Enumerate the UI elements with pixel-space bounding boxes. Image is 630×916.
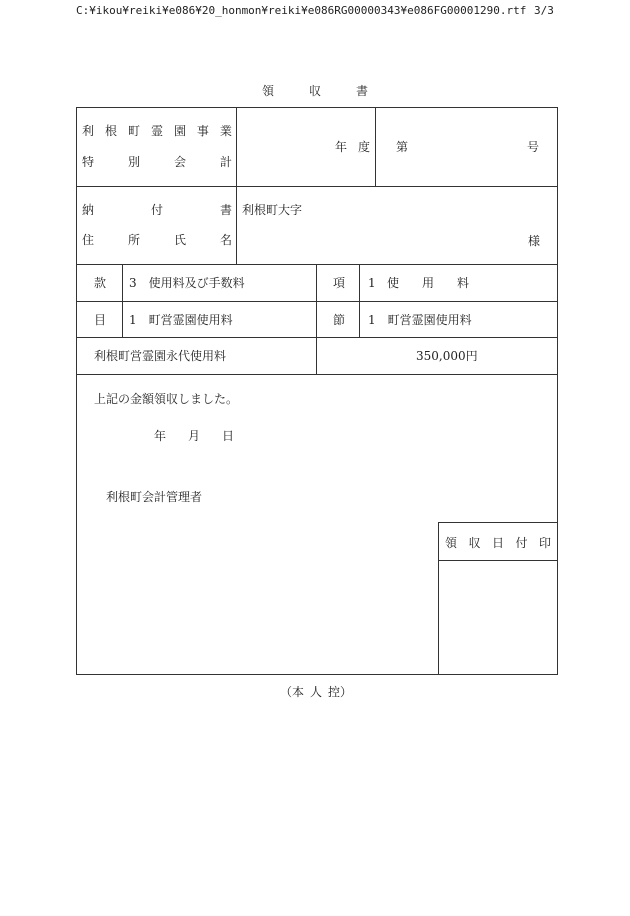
date-line: 年 月 日	[154, 429, 234, 443]
table-divider	[359, 264, 360, 338]
stamp-label: 領 収 日 付 印	[445, 536, 551, 550]
payer-address: 利根町大字	[242, 203, 303, 217]
table-divider	[76, 301, 558, 302]
kou-label: 項	[333, 276, 346, 290]
number-suffix: 号	[527, 140, 540, 154]
stamp-area	[439, 561, 557, 674]
payer-label-line1: 納 付 書	[82, 203, 232, 217]
kan-label: 款	[94, 276, 107, 290]
moku-label: 目	[94, 313, 107, 327]
setsu-label: 節	[333, 313, 346, 327]
setsu-value: 1 町営霊園使用料	[368, 313, 472, 327]
file-path: C:¥ikou¥reiki¥e086¥20_honmon¥reiki¥e086RG00000343¥e086FG00001290.rtf	[76, 4, 527, 17]
table-divider	[76, 186, 558, 187]
stamp-box-top	[438, 522, 558, 523]
table-border-bottom	[76, 674, 558, 675]
receipt-title	[262, 84, 368, 98]
received-statement: 上記の金額領収しました。	[94, 392, 239, 406]
table-border-left	[76, 107, 77, 675]
kan-value: 3 使用料及び手数料	[129, 276, 245, 290]
title-char: 領	[262, 84, 275, 98]
table-divider	[76, 374, 558, 375]
payer-label-line2: 住 所 氏 名	[82, 233, 232, 247]
table-divider	[316, 264, 317, 375]
honorific: 様	[528, 234, 541, 248]
copy-label: （本 人 控）	[280, 685, 352, 699]
number-prefix: 第	[396, 140, 409, 154]
table-divider	[236, 107, 237, 265]
table-divider	[76, 337, 558, 338]
kou-number: 1	[368, 276, 376, 290]
table-divider	[76, 264, 558, 265]
table-border-right	[557, 107, 558, 675]
fiscal-year-label: 年 度	[335, 140, 370, 154]
fee-amount: 350,000円	[416, 349, 478, 363]
kou-value: 使 用 料	[387, 276, 469, 290]
title-char: 収	[308, 84, 321, 98]
table-divider	[122, 264, 123, 338]
account-line1: 利 根 町 霊 園 事 業	[82, 124, 232, 138]
account-line2: 特 別 会 計	[82, 155, 232, 169]
page-number: 3/3	[534, 4, 554, 17]
table-border-top	[76, 107, 558, 108]
table-divider	[375, 107, 376, 187]
treasurer: 利根町会計管理者	[106, 490, 203, 504]
fee-name: 利根町営霊園永代使用料	[94, 349, 227, 363]
title-char: 書	[355, 84, 368, 98]
moku-value: 1 町営霊園使用料	[129, 313, 233, 327]
